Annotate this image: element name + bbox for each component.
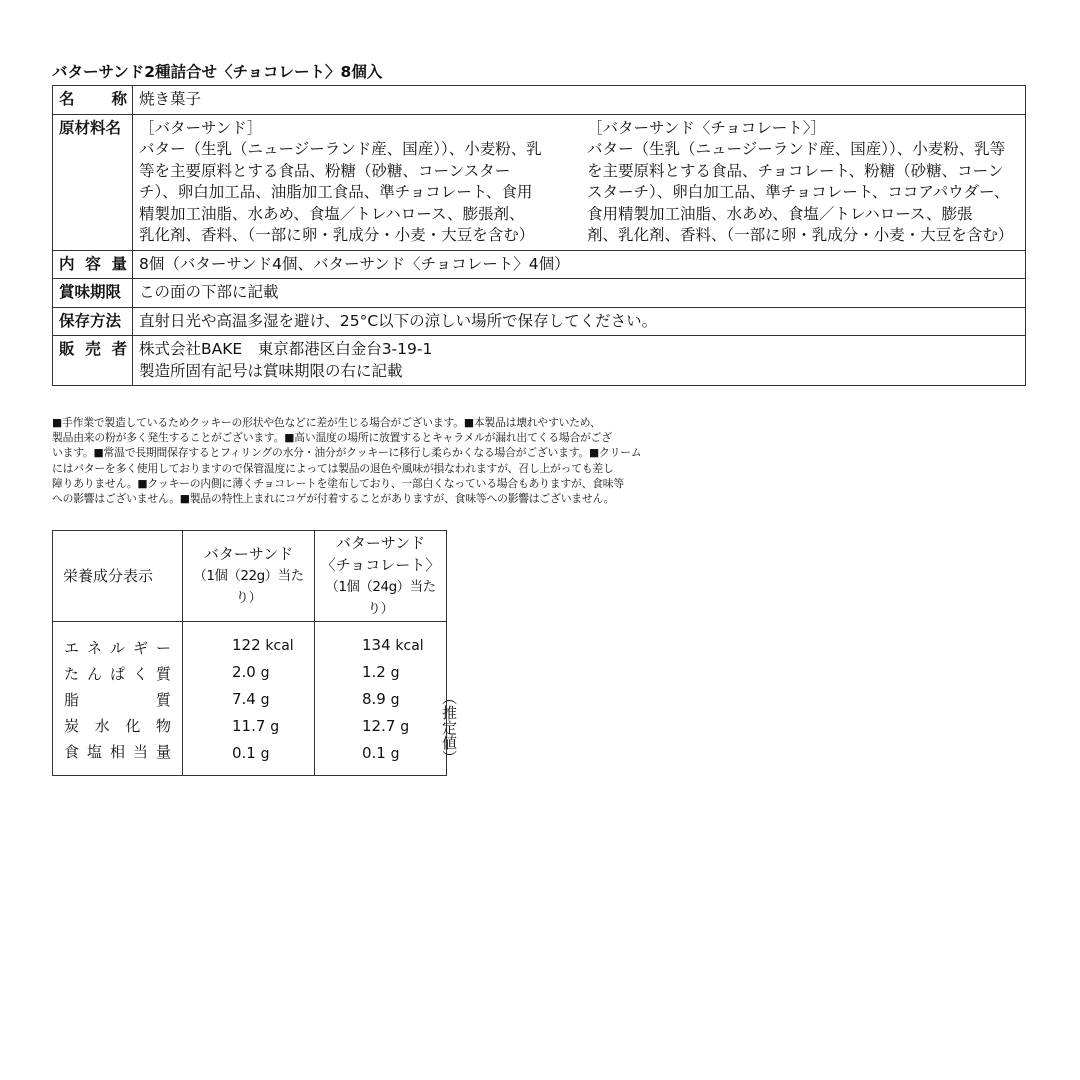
nutrition-table (52, 530, 447, 776)
spec-row-seller (53, 336, 1026, 386)
nutrition-value: 0.1 g (362, 744, 400, 762)
nutrition-label-salt: 食 塩 相 当 量 (64, 742, 171, 761)
spec-row-ingredients (53, 114, 1026, 250)
nutrition-value: 0.1 g (232, 744, 270, 762)
spec-label-contents: 内 容 量 (53, 250, 133, 279)
spec-label-seller: 販 売 者 (53, 336, 133, 386)
nutrition-values-butter-sand (183, 622, 315, 776)
nutrition-value: 1.2 g (362, 663, 400, 681)
nutrition-body-row (53, 622, 447, 776)
nutrition-col-butter-sand: バターサンド （1個（22g）当たり） (183, 531, 315, 622)
ingredients-butter-sand: ［バターサンド］ バター（生乳（ニュージーランド産、国産））、小麦粉、乳 等を主要原料とする食品、粉糖（砂糖、コーンスター チ）、卵白加工品、油脂加工食品、準チョコレート、食用 精製加工油脂、水あめ、食塩／トレハロース、膨張剤、 乳化剤、香料、（一部に卵・乳成分・小麦・大豆を含む） (133, 115, 577, 250)
spec-label-storage: 保存方法 (53, 307, 133, 336)
spec-value-contents: 8個（バターサンド4個、バターサンド〈チョコレート〉4個） (133, 250, 1026, 279)
nutrition-label-energy: エ ネ ル ギ ー (64, 638, 171, 657)
spec-row-contents (53, 250, 1026, 279)
nutrition-label-carbohydrate: 炭 水 化 物 (64, 716, 171, 735)
nutrition-header-label: 栄養成分表示 (53, 531, 183, 622)
nutrition-label-protein: た ん ぱ く 質 (64, 664, 171, 683)
nutrition-value: 7.4 g (232, 690, 270, 708)
spec-row-expiry (53, 279, 1026, 308)
product-title: バターサンド2種詰合せ〈チョコレート〉8個入 (52, 63, 383, 81)
nutrition-col-butter-sand-chocolate: バターサンド 〈チョコレート〉 （1個（24g）当たり） (315, 531, 447, 622)
nutrition-values-butter-sand-chocolate (315, 622, 447, 776)
nutrition-label-fat: 脂 質 (64, 690, 171, 709)
nutrition-value: 122 kcal (232, 636, 294, 654)
ingredients-butter-sand-chocolate: ［バターサンド〈チョコレート〉］ バター（生乳（ニュージーランド産、国産））、小麦粉、乳等 を主要原料とする食品、チョコレート、粉糖（砂糖、コーン スターチ）、卵白加工品、準チョコレート、ココアパウダー、 食用精製加工油脂、水あめ、食塩／トレハロース、膨張 剤、乳化剤、香料、（一部に卵・乳成分・小麦・大豆を含む） (577, 115, 1025, 250)
spec-value-expiry: この面の下部に記載 (133, 279, 1026, 308)
caution-notes: ■手作業で製造しているためクッキーの形状や色などに差が生じる場合がございます。■本製品は壊れやすいため、 製品由来の粉が多く発生することがございます。■高い温度の場所に放置するとキャラメルが漏れ出てくる場合がござ います。■常温で長期間保存するとフィリングの水分・油分がクッキーに移行し柔らかくなる場合がございます。■クリーム にはバターを多く使用しておりますので保管温度によっては製品の退色や風味が損なわれますが、召し上がっても差し 障りありません。■クッキーの内側に薄くチョコレートを塗布しており、一部白くなっている場合もありますが、食味等 への影響はございません。■製品の特性上まれにコゲが付着することがありますが、食味等への影響はございません。 (52, 416, 642, 506)
nutrition-labels (53, 622, 183, 776)
spec-value-storage: 直射日光や高温多湿を避け、25°C以下の涼しい場所で保存してください。 (133, 307, 1026, 336)
spec-label-name: 名 称 (53, 86, 133, 115)
spec-row-storage (53, 307, 1026, 336)
nutrition-value: 8.9 g (362, 690, 400, 708)
spec-label-expiry: 賞味期限 (53, 279, 133, 308)
spec-row-name (53, 86, 1026, 115)
ingredients-heading: ［バターサンド］ (139, 118, 263, 137)
nutrition-value: 11.7 g (232, 717, 280, 735)
spec-label-ingredients: 原材料名 (53, 114, 133, 250)
estimated-value-note: （推定値） (440, 690, 458, 765)
nutrition-value: 134 kcal (362, 636, 424, 654)
nutrition-value: 2.0 g (232, 663, 270, 681)
ingredients-heading: ［バターサンド〈チョコレート〉］ (587, 118, 827, 137)
product-spec-table (52, 85, 1026, 386)
nutrition-value: 12.7 g (362, 717, 410, 735)
spec-value-ingredients (133, 114, 1026, 250)
spec-value-seller: 株式会社BAKE 東京都港区白金台3-19-1 製造所固有記号は賞味期限の右に記載 (133, 336, 1026, 386)
nutrition-header-row (53, 531, 447, 622)
spec-value-name: 焼き菓子 (133, 86, 1026, 115)
